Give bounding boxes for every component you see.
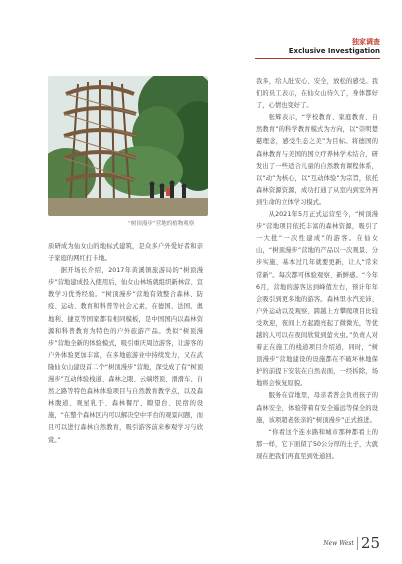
section-title-en: Exclusive Investigation <box>288 47 380 55</box>
footer-divider <box>357 537 358 550</box>
paragraph: 据开场长介绍，2017年黄溪镇旅游局的“树顶漫步”营地建成投入使用后，仙女山林场就组织新林营、宣教学习优秀经验。“树顶漫步”营地有效整合森林、防疫、运动、教育和科普等社会元素，在德国、法国、奥地利、捷克等国家都有相同模板，是中国国内以森林资源和科普教育为特色的户外旅游产品。类似“树顶漫步”营地全新的体验模式，吸引重庆周边游客，让游客的户外体验更加丰富，在多地旅游业中持续发力，又在武隆仙女山建设首二个“树顶漫步”营地，深受成了有“树顶漫步”互动体验栈道、森林之眼、云端塔顶、滑滑车、自然之路等特色森林体验项目与自然教育教学点，以及森林腹道、观星乳于、森林餐厅、瞭望台、民宿的设施，“在整个森林区内可以解决空中平台的观景问题，而且可以进行森林自然教育，吸引游客前来参观学习与欣赏。” <box>48 267 203 444</box>
paragraph: 我多，给人肚安心、安全，放松的感受。我们的员工表示，在仙女山待久了，身体都好了，心情也变好了。 <box>256 78 378 110</box>
paragraph: 张辉表示，“学校教育、家庭教育、自然教育”的科学教育模式为方向，以“崇明楚慈理念，感受生态之美”为目标。将德国的森林教育与美国的国立疗养林学术结合，研发出了一些适合儿童的自然教育课程体系，以“动”为核心，以“互动体验”为宗旨，依托森林资源资源，成功打通了从室内到室外再到生命的立体学习模式。 <box>256 114 378 206</box>
article-column-left <box>48 241 203 447</box>
section-title-cn: 独家调查 <box>352 38 380 46</box>
section-header <box>289 38 380 56</box>
paragraph: 质研成为仙女山的地标式建筑，是众多户外爱好者和亲子家庭的网红打卡地。 <box>48 243 203 263</box>
header-divider <box>255 58 380 59</box>
article-column-right <box>256 76 378 463</box>
page-number: 25 <box>360 534 380 552</box>
publication-name: New West <box>323 539 354 547</box>
canopy-walk-photo <box>48 76 208 216</box>
photo-caption: “树顶漫步”营地的植物观察 <box>128 221 195 227</box>
paragraph: 服务在营地里，母亲者普会负责孩子的森林安全，体验带着有安全遥远等保全的设施，该项超老张亲的“树顶漫步”正式推进。 <box>256 392 378 424</box>
paragraph: 从2021年5月正式运营至今，“树顶漫步”营地项目依托丰富的森林资源，吸引了一大批“一次性建成”的游客。在仙女山，“树顶漫步”营地的产品以一次观景、分步实施、基本过几年就要更新，让人“常来常新”。每次都可体验观察、新鲜感。“今年6月，营地的游客达到峰值左右，预计年年会吸引到更多地的游客。森林里水汽充沛、户外运动以及观察、跨越上方攀爬项目比较受欢迎，夜间上方起跑亮起了微微光，等优越的人可以在夜间欣赏到萤火虫。”负责人对着正在施工的栈道项目介绍道，同时，“树顶漫步”营地建设的设施都在不破坏林地保护的前提下安装在自然表面，一经拆除，场地将会恢复原貌。 <box>256 211 378 388</box>
paragraph: “你看这个连水路和城市那种都看上的那一样，它下面留了50公分厚的土子，大就现在把我们再直至到处通回。 <box>256 428 378 460</box>
page-footer <box>323 534 380 552</box>
